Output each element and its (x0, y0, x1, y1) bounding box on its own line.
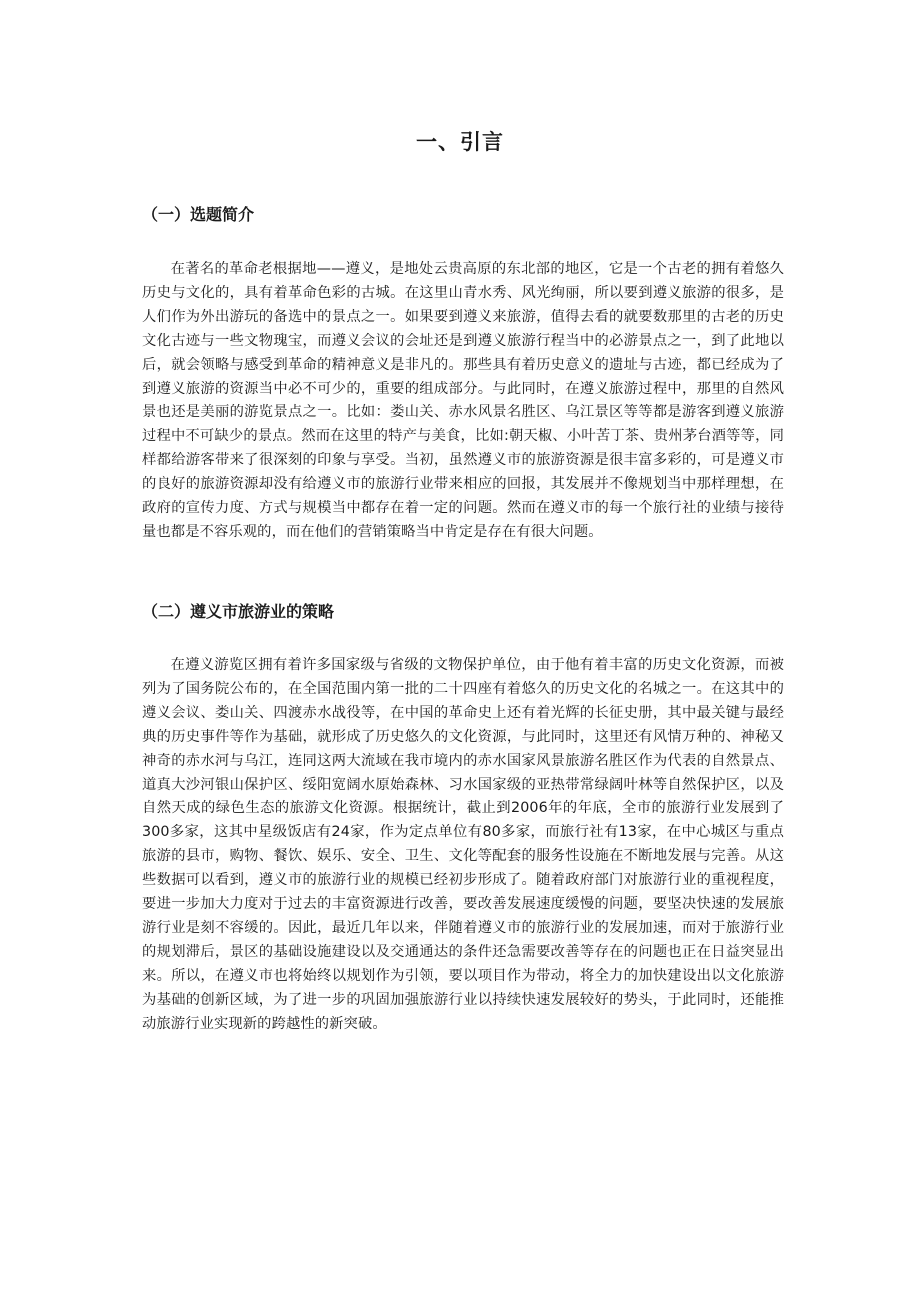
chapter-title: 一、引言 (416, 130, 504, 154)
section-paragraph-strategy: 在遵义游览区拥有着许多国家级与省级的文物保护单位，由于他有着丰富的历史文化资源，而被列为了国务院公布的，在全国范围内第一批的二十四座有着悠久的历史文化的名城之一。在这其中的遵义会议、娄山关、四渡赤水战役等，在中国的革命史上还有着光辉的长征史册，其中最关键与最经典的历史事件等作为基础，就形成了历史悠久的文化资源，与此同时，这里还有风情万种的、神秘又神奇的赤水河与乌江，连同这两大流域在我市境内的赤水国家风景旅游名胜区作为代表的自然景点、道真大沙河银山保护区、绥阳宽阔水原始森林、习水国家级的亚热带常绿阔叶林等自然保护区，以及自然天成的绿色生态的旅游文化资源。根据统计，截止到2006年的年底，全市的旅游行业发展到了300多家，这其中星级饭店有24家，作为定点单位有80多家，而旅行社有13家，在中心城区与重点旅游的县市，购物、餐饮、娱乐、安全、卫生、文化等配套的服务性设施在不断地发展与完善。从这些数据可以看到，遵义市的旅游行业的规模已经初步形成了。随着政府部门对旅游行业的重视程度，要进一步加大力度对于过去的丰富资源进行改善，要改善发展速度缓慢的问题，要坚决快速的发展旅游行业是刻不容缓的。因此，最近几年以来，伴随着遵义市的旅游行业的发展加速，而对于旅游行业的规划滞后，景区的基础设施建设以及交通通达的条件还急需要改善等存在的问题也正在日益突显出来。所以，在遵义市也将始终以规划作为引领，要以项目作为带动，将全力的加快建设出以文化旅游为基础的创新区域，为了进一步的巩固加强旅游行业以持续快速发展较好的势头，于此同时，还能推动旅游行业实现新的跨越性的新突破。 (142, 657, 784, 1032)
section-heading-intro: （一）选题简介 (142, 205, 255, 224)
section-paragraph-intro: 在著名的革命老根据地——遵义，是地处云贵高原的东北部的地区，它是一个古老的拥有着悠久历史与文化的，具有着革命色彩的古城。在这里山青水秀、风光绚丽，所以要到遵义旅游的很多，是人们作为外出游玩的备选中的景点之一。如果要到遵义来旅游，值得去看的就要数那里的古老的历史文化古迹与一些文物瑰宝，而遵义会议的会址还是到遵义旅游行程当中的必游景点之一，到了此地以后，就会领略与感受到革命的精神意义是非凡的。那些具有着历史意义的遗址与古迹，都已经成为了到遵义旅游的资源当中必不可少的，重要的组成部分。与此同时，在遵义旅游过程中，那里的自然风景也还是美丽的游览景点之一。比如：娄山关、赤水风景名胜区、乌江景区等等都是游客到遵义旅游过程中不可缺少的景点。然而在这里的特产与美食，比如:朝天椒、小叶苦丁茶、贵州茅台酒等等，同样都给游客带来了很深刻的印象与享受。当初，虽然遵义市的旅游资源是很丰富多彩的，可是遵义市的良好的旅游资源却没有给遵义市的旅游行业带来相应的回报，其发展并不像规划当中那样理想，在政府的宣传力度、方式与规模当中都存在着一定的问题。然而在遵义市的每一个旅行社的业绩与接待量也都是不容乐观的，而在他们的营销策略当中肯定是存在有很大问题。 (142, 261, 784, 540)
section-heading-strategy: （二）遵义市旅游业的策略 (142, 602, 335, 621)
